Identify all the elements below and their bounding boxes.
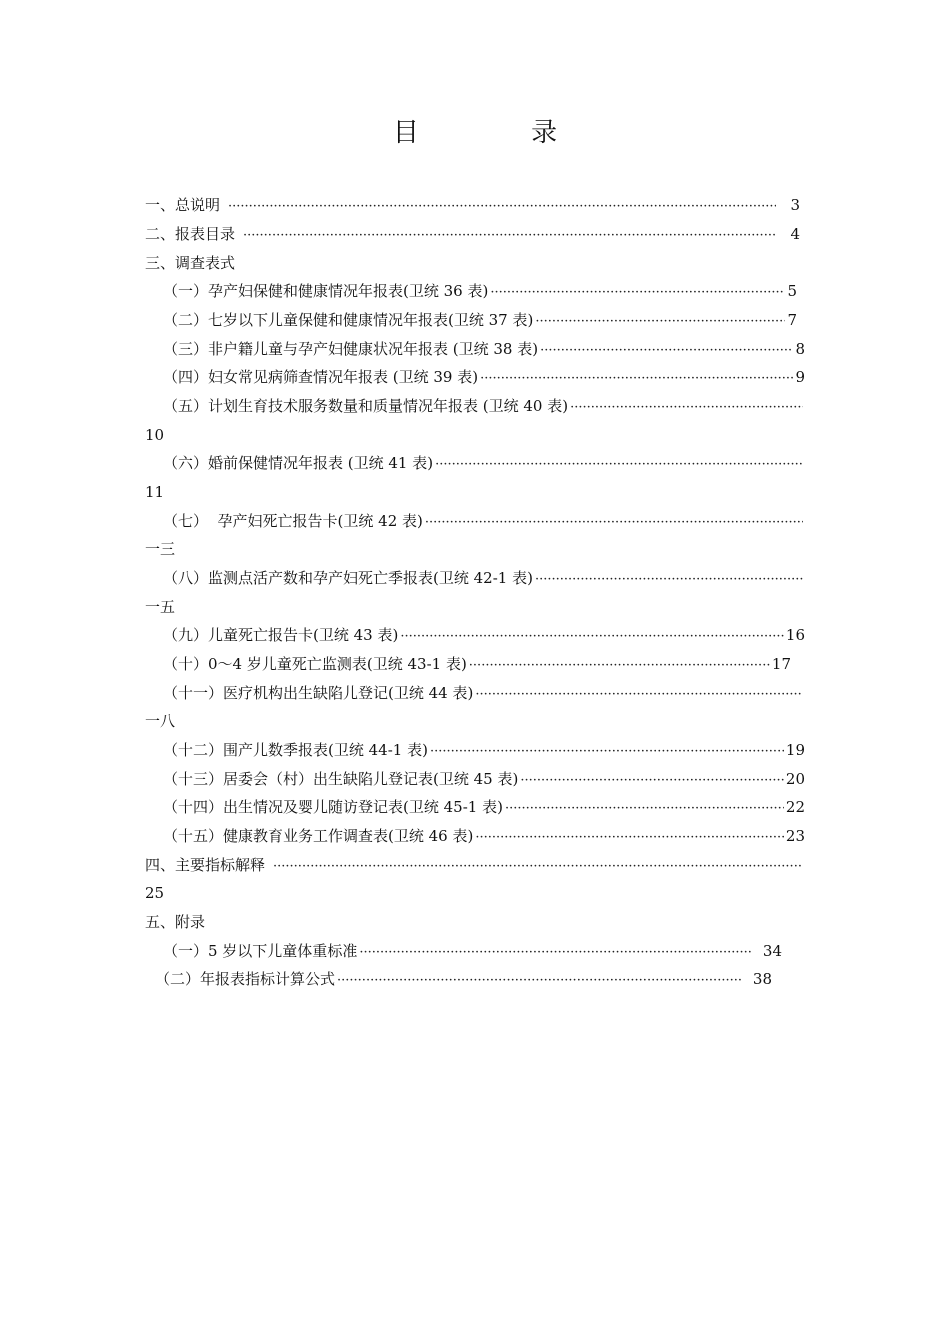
toc-entry-11-page: [145, 707, 175, 735]
toc-entry-label: 四、主要指标解释: [145, 856, 266, 874]
toc-entry-page: 20: [785, 770, 805, 788]
toc-entry-appendix-2[interactable]: [155, 965, 772, 993]
toc-entry-3[interactable]: [163, 335, 805, 363]
dot-leader: [520, 767, 784, 793]
toc-entry-label: （十四）出生情况及婴儿随访登记表(卫统 45-1 表): [163, 798, 503, 816]
toc-entry-5[interactable]: [163, 392, 805, 420]
dot-leader: [425, 509, 803, 535]
toc-entry-2[interactable]: [163, 306, 797, 334]
toc-entry-label: （十）0～4 岁儿童死亡监测表(卫统 43-1 表): [163, 655, 467, 673]
toc-entry-page: 38: [752, 970, 772, 988]
toc-entry-label: （九）儿童死亡报告卡(卫统 43 表): [163, 626, 399, 644]
toc-entry-label: 一、总说明: [145, 196, 221, 214]
toc-entry-report-list[interactable]: [145, 220, 800, 248]
toc-entry-page: 4: [790, 225, 800, 243]
toc-entry-page: 17: [771, 655, 791, 673]
dot-leader: [228, 193, 776, 219]
dot-leader: [435, 451, 803, 477]
toc-entry-4[interactable]: [163, 363, 805, 391]
toc-entry-13[interactable]: [163, 765, 805, 793]
dot-leader: [570, 394, 803, 420]
toc-entry-label: （四）妇女常见病筛查情况年报表 (卫统 39 表): [163, 368, 479, 386]
toc-entry-page: 34: [762, 942, 782, 960]
dot-leader: [480, 365, 793, 391]
toc-entry-page: 7: [787, 311, 797, 329]
toc-entry-label: 二、报表目录: [145, 225, 236, 243]
dot-leader: [535, 308, 785, 334]
dot-leader: [490, 279, 785, 305]
dot-leader: [243, 222, 776, 248]
toc-section-appendix[interactable]: [145, 908, 205, 936]
toc-entry-page: 一五: [145, 598, 176, 616]
toc-entry-label: （十二）围产儿数季报表(卫统 44-1 表): [163, 741, 428, 759]
toc-entry-label: （十三）居委会（村）出生缺陷儿登记表(卫统 45 表): [163, 770, 519, 788]
toc-entry-label: （十一）医疗机构出生缺陷儿登记(卫统 44 表): [163, 684, 474, 702]
toc-entry-page: 25: [145, 884, 165, 902]
toc-entry-label: （一）孕产妇保健和健康情况年报表(卫统 36 表): [163, 282, 489, 300]
dot-leader: [475, 681, 803, 707]
toc-entry-page: 23: [785, 827, 805, 845]
toc-entry-6-page: [145, 478, 164, 506]
toc-entry-appendix-1[interactable]: [163, 937, 782, 965]
toc-entry-5-page: [145, 421, 164, 449]
toc-entry-page: 19: [785, 741, 805, 759]
toc-entry-6[interactable]: [163, 449, 805, 477]
toc-entry-label: （五）计划生育技术服务数量和质量情况年报表 (卫统 40 表): [163, 397, 569, 415]
page-title: 目 录: [392, 118, 610, 148]
toc-entry-label: （二）年报表指标计算公式: [155, 970, 336, 988]
toc-entry-label: 三、调查表式: [145, 254, 236, 272]
toc-entry-label: （二）七岁以下儿童保健和健康情况年报表(卫统 37 表): [163, 311, 534, 329]
toc-entry-label: （一）5 岁以下儿童体重标准: [163, 942, 358, 960]
toc-entry-page: 一三: [145, 540, 176, 558]
dot-leader: [475, 824, 784, 850]
dot-leader: [505, 795, 784, 821]
toc-entry-label: 五、附录: [145, 913, 206, 931]
toc-entry-8-page: [145, 593, 175, 621]
dot-leader: [273, 853, 803, 879]
toc-entry-8[interactable]: [163, 564, 805, 592]
dot-leader: [337, 967, 743, 993]
toc-entry-page: 11: [145, 483, 165, 501]
toc-entry-12[interactable]: [163, 736, 805, 764]
toc-entry-label: （十五）健康教育业务工作调查表(卫统 46 表): [163, 827, 474, 845]
dot-leader: [359, 939, 753, 965]
toc-entry-9[interactable]: [163, 621, 805, 649]
toc-entry-general[interactable]: [145, 191, 800, 219]
toc-entry-page: 10: [145, 426, 165, 444]
toc-entry-1[interactable]: [163, 277, 797, 305]
toc-entry-14[interactable]: [163, 793, 805, 821]
toc-entry-page: 5: [787, 282, 797, 300]
toc-entry-indicator-definitions[interactable]: [145, 851, 805, 879]
toc-entry-page: 22: [785, 798, 805, 816]
toc-entry-10[interactable]: [163, 650, 791, 678]
dot-leader: [535, 566, 803, 592]
toc-entry-page: 9: [795, 368, 805, 386]
toc-entry-page: 8: [795, 340, 805, 358]
toc-entry-label: （八）监测点活产数和孕产妇死亡季报表(卫统 42-1 表): [163, 569, 533, 587]
toc-section-survey-forms[interactable]: [145, 249, 235, 277]
dot-leader: [540, 337, 793, 363]
toc-entry-11[interactable]: [163, 679, 805, 707]
toc-entry-label: （七） 孕产妇死亡报告卡(卫统 42 表): [163, 512, 423, 530]
toc-entry-7[interactable]: [163, 507, 805, 535]
toc-entry-indicator-definitions-page: [145, 879, 164, 907]
toc-entry-page: 一八: [145, 712, 176, 730]
toc-entry-7-page: [145, 535, 175, 563]
dot-leader: [400, 623, 784, 649]
toc-entry-15[interactable]: [163, 822, 805, 850]
dot-leader: [430, 738, 784, 764]
toc-entry-label: （六）婚前保健情况年报表 (卫统 41 表): [163, 454, 434, 472]
toc-entry-label: （三）非户籍儿童与孕产妇健康状况年报表 (卫统 38 表): [163, 340, 539, 358]
toc-entry-page: 16: [785, 626, 805, 644]
dot-leader: [469, 652, 770, 678]
toc-entry-page: 3: [790, 196, 800, 214]
